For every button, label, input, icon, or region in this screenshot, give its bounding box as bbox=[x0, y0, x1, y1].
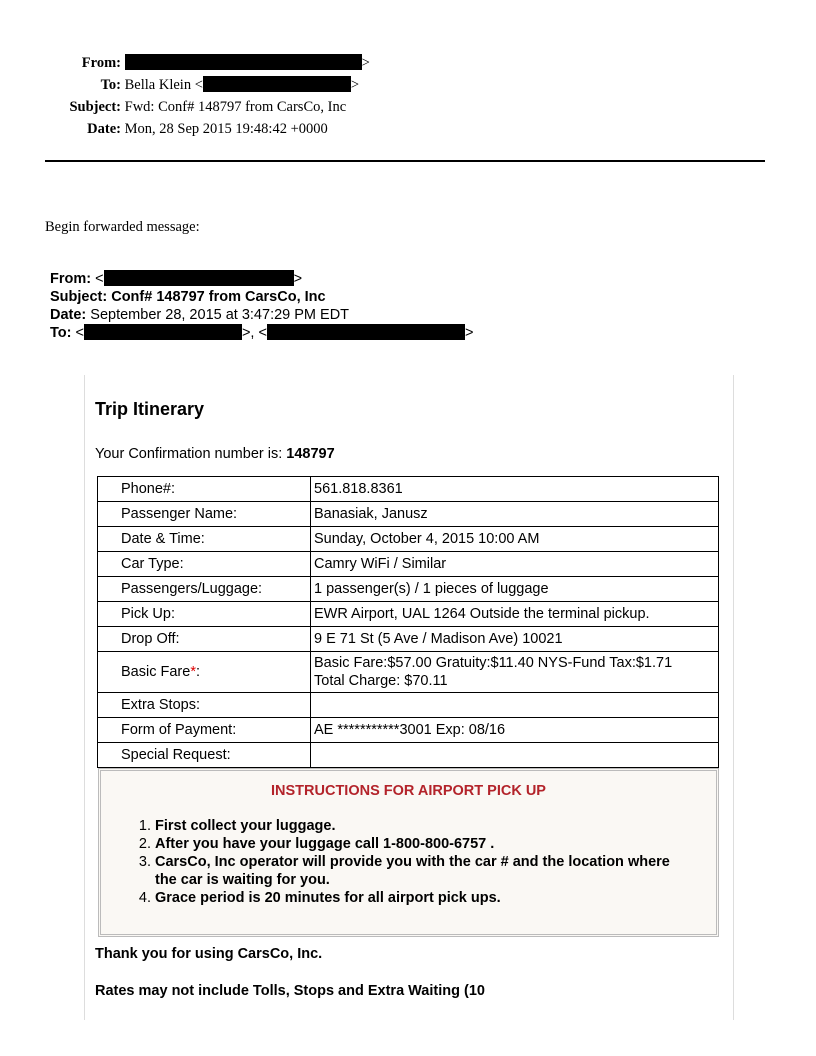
subject-label: Subject: bbox=[69, 99, 121, 115]
instruction-item bbox=[155, 853, 675, 889]
date-value: Mon, 28 Sep 2015 19:48:42 +0000 bbox=[124, 121, 328, 137]
from-prefix: < bbox=[91, 271, 104, 287]
instruction-text: First collect your luggage. bbox=[155, 818, 336, 834]
required-asterisk: * bbox=[190, 664, 196, 680]
outer-email-header bbox=[45, 52, 370, 140]
value-text: 9 E 71 St (5 Ave / Madison Ave) 10021 bbox=[314, 631, 563, 647]
forwarded-header bbox=[50, 270, 473, 342]
redacted-block bbox=[203, 76, 351, 92]
fwd-date-row bbox=[50, 306, 473, 324]
row-label bbox=[98, 718, 311, 743]
row-label bbox=[98, 693, 311, 718]
label-text: Pick Up: bbox=[121, 606, 175, 622]
instructions-list bbox=[101, 817, 675, 907]
label-text: Extra Stops: bbox=[121, 697, 200, 713]
instruction-text: Grace period is 20 minutes for all airport pick ups. bbox=[155, 890, 501, 906]
row-label bbox=[98, 577, 311, 602]
row-label bbox=[98, 652, 311, 693]
table-row bbox=[98, 652, 719, 693]
value-text: Banasiak, Janusz bbox=[314, 506, 428, 522]
row-value bbox=[311, 552, 719, 577]
label-text: Basic Fare bbox=[121, 664, 191, 680]
to-suffix: > bbox=[464, 325, 474, 341]
instruction-item bbox=[155, 835, 675, 853]
label-text: Drop Off: bbox=[121, 631, 180, 647]
value-text: Camry WiFi / Similar bbox=[314, 556, 447, 572]
from-label: From: bbox=[50, 271, 92, 287]
row-label bbox=[98, 627, 311, 652]
from-label: From: bbox=[81, 55, 121, 71]
to-suffix: > bbox=[350, 77, 360, 93]
confirmation-label: Your Confirmation number is: bbox=[95, 446, 287, 462]
row-value bbox=[311, 652, 719, 693]
table-row bbox=[98, 552, 719, 577]
label-text: Phone#: bbox=[121, 481, 176, 497]
to-prefix: < bbox=[71, 325, 84, 341]
instructions-title: INSTRUCTIONS FOR AIRPORT PICK UP bbox=[271, 783, 546, 799]
row-label bbox=[98, 743, 311, 768]
instruction-text: After you have your luggage call 1-800-800-6757 . bbox=[155, 836, 495, 852]
rates-disclaimer: Rates may not include Tolls, Stops and Extra Waiting (10 bbox=[95, 983, 485, 999]
to-label: To: bbox=[50, 325, 72, 341]
outer-from-row bbox=[45, 52, 370, 74]
row-value bbox=[311, 718, 719, 743]
table-row bbox=[98, 477, 719, 502]
table-row bbox=[98, 577, 719, 602]
row-value bbox=[311, 577, 719, 602]
row-label bbox=[98, 602, 311, 627]
label-text: Form of Payment: bbox=[121, 722, 237, 738]
fwd-from-row bbox=[50, 270, 473, 288]
subject-label: Subject: bbox=[50, 289, 108, 305]
value-text: Basic Fare:$57.00 Gratuity:$11.40 NYS-Fund Tax:$1.71 bbox=[314, 655, 673, 671]
to-value: Bella Klein < bbox=[124, 77, 203, 93]
to-label: To: bbox=[100, 77, 121, 93]
instruction-item bbox=[155, 889, 675, 907]
date-label: Date: bbox=[50, 307, 87, 323]
outer-date-row bbox=[45, 118, 370, 140]
header-divider bbox=[45, 160, 765, 162]
airport-instructions-box bbox=[98, 768, 719, 937]
itinerary-title: Trip Itinerary bbox=[95, 399, 205, 419]
instruction-item bbox=[155, 817, 675, 835]
table-row bbox=[98, 693, 719, 718]
label-text: Passenger Name: bbox=[121, 506, 238, 522]
row-value bbox=[311, 743, 719, 768]
table-row bbox=[98, 602, 719, 627]
row-label bbox=[98, 552, 311, 577]
subject-value: Conf# 148797 from CarsCo, Inc bbox=[107, 289, 326, 305]
row-label bbox=[98, 527, 311, 552]
label-text: Car Type: bbox=[121, 556, 184, 572]
label-text: Date & Time: bbox=[121, 531, 205, 547]
redacted-block bbox=[267, 324, 465, 340]
from-suffix: > bbox=[293, 271, 303, 287]
label-suffix: : bbox=[195, 664, 200, 680]
redacted-block bbox=[104, 270, 294, 286]
redacted-block bbox=[125, 54, 362, 70]
outer-to-row bbox=[45, 74, 370, 96]
subject-value: Fwd: Conf# 148797 from CarsCo, Inc bbox=[124, 99, 347, 115]
table-row bbox=[98, 743, 719, 768]
row-value bbox=[311, 693, 719, 718]
row-label bbox=[98, 477, 311, 502]
row-value bbox=[311, 502, 719, 527]
thank-you-text: Thank you for using CarsCo, Inc. bbox=[95, 946, 323, 962]
fwd-subject-row bbox=[50, 288, 473, 306]
outer-subject-row bbox=[45, 96, 370, 118]
date-label: Date: bbox=[87, 121, 121, 137]
date-value: September 28, 2015 at 3:47:29 PM EDT bbox=[86, 307, 350, 323]
value-text: 561.818.8361 bbox=[314, 481, 403, 497]
table-row bbox=[98, 718, 719, 743]
table-row bbox=[98, 502, 719, 527]
row-value bbox=[311, 477, 719, 502]
to-separator: >, < bbox=[241, 325, 267, 341]
value-text: Sunday, October 4, 2015 10:00 AM bbox=[314, 531, 540, 547]
instruction-text: CarsCo, Inc operator will provide you with the car # and the location where the car is waiting for you. bbox=[155, 854, 670, 888]
table-row bbox=[98, 627, 719, 652]
row-value bbox=[311, 627, 719, 652]
row-value bbox=[311, 602, 719, 627]
fwd-to-row bbox=[50, 324, 473, 342]
value-text: 1 passenger(s) / 1 pieces of luggage bbox=[314, 581, 549, 597]
confirmation-number: 148797 bbox=[286, 446, 335, 462]
label-text: Passengers/Luggage: bbox=[121, 581, 263, 597]
value-text: AE ***********3001 Exp: 08/16 bbox=[314, 722, 506, 738]
from-suffix: > bbox=[361, 55, 370, 71]
label-text: Special Request: bbox=[121, 747, 231, 763]
begin-forwarded-text: Begin forwarded message: bbox=[45, 219, 200, 235]
row-label bbox=[98, 502, 311, 527]
table-row bbox=[98, 527, 719, 552]
itinerary-table bbox=[97, 476, 719, 768]
confirmation-line bbox=[95, 446, 335, 462]
redacted-block bbox=[84, 324, 242, 340]
value-text: EWR Airport, UAL 1264 Outside the terminal pickup. bbox=[314, 606, 650, 622]
value-text-line2: Total Charge: $70.11 bbox=[314, 673, 448, 689]
row-value bbox=[311, 527, 719, 552]
